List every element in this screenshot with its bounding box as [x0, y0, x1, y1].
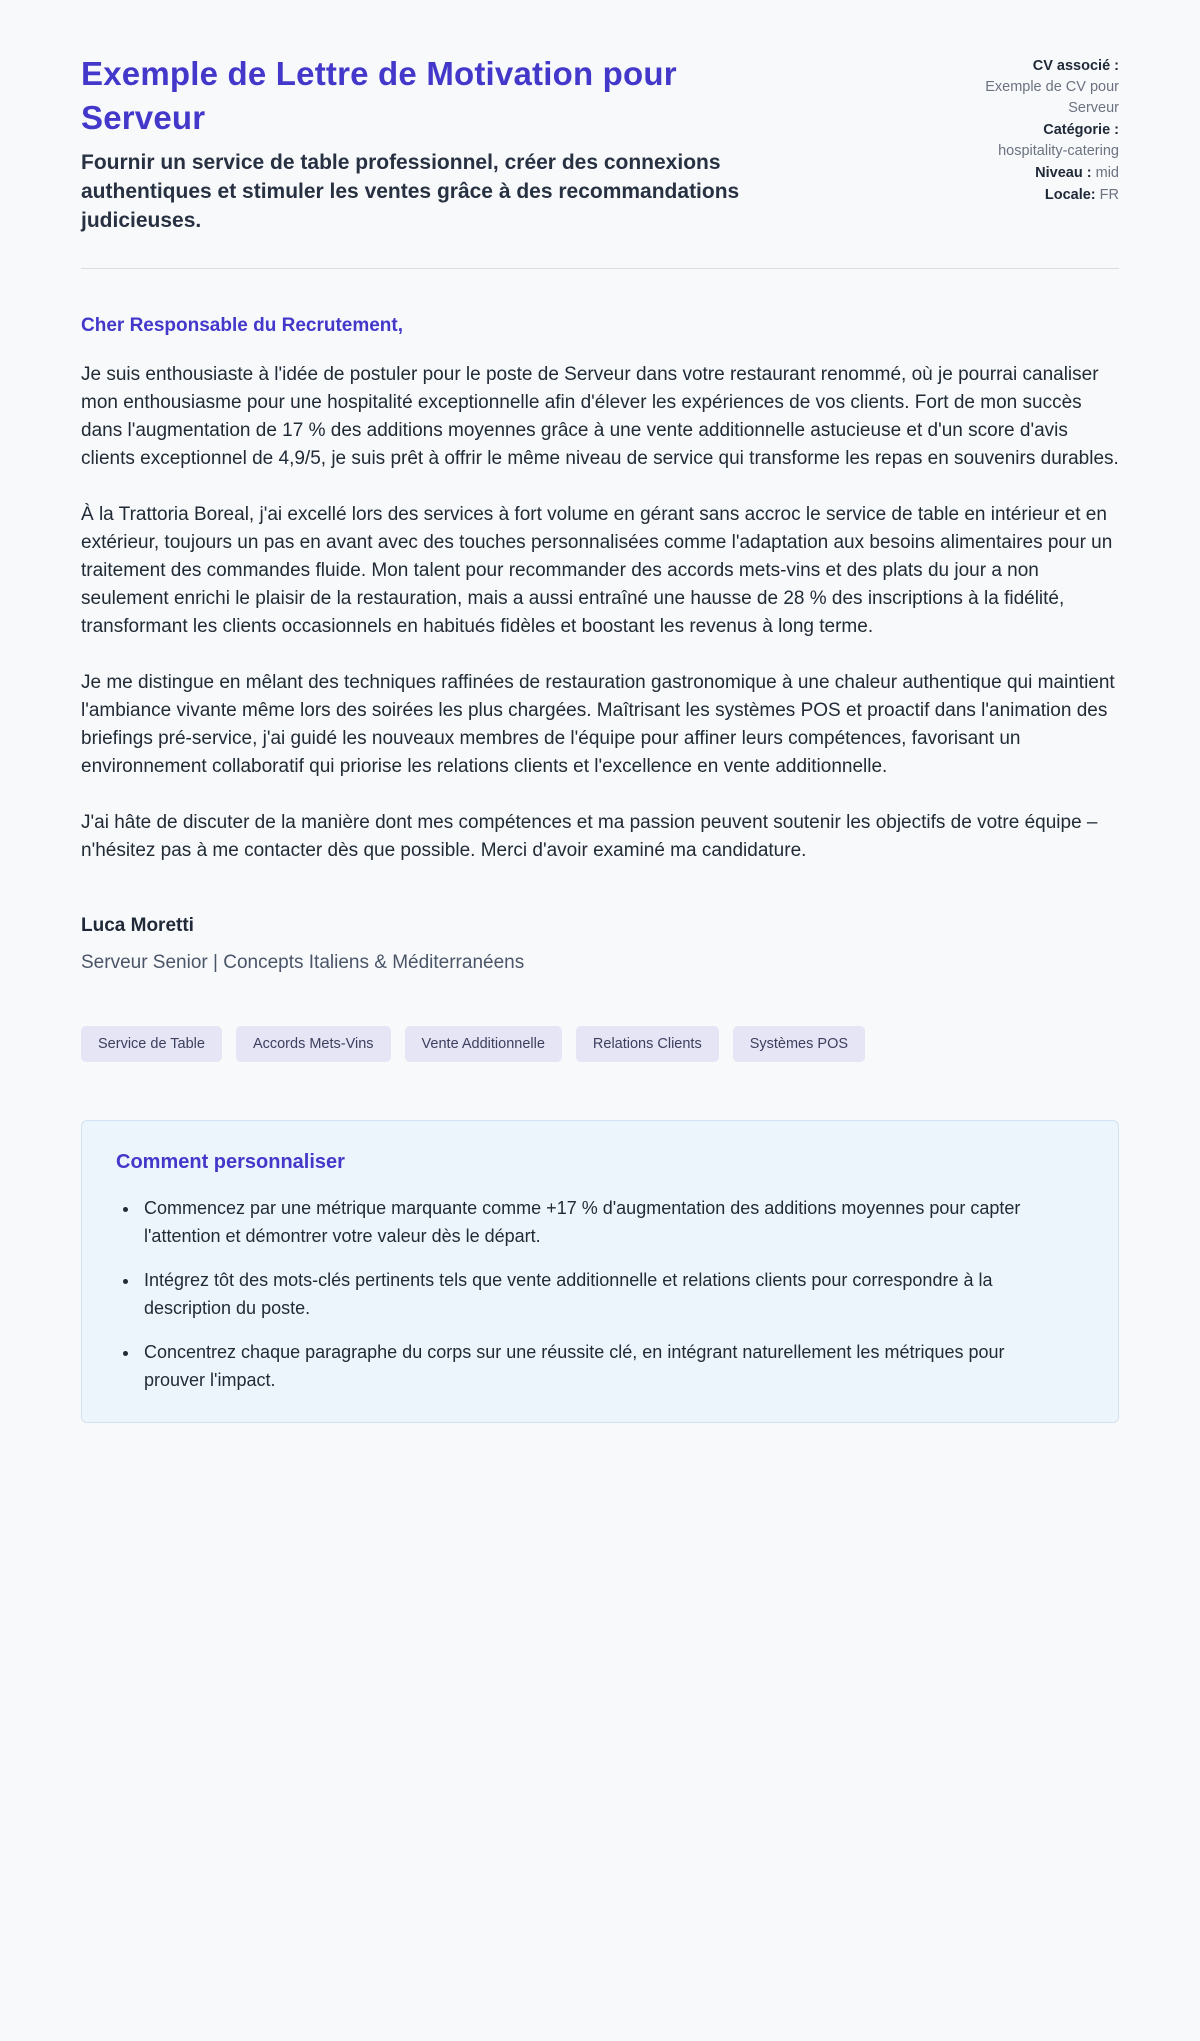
meta-panel: [981, 52, 1119, 207]
page-title: Exemple de Lettre de Motivation pour Serveur: [81, 55, 677, 136]
page-container: [81, 0, 1119, 1493]
meta-item-related-cv: [981, 56, 1119, 119]
header-text-block: [81, 52, 749, 236]
tag-pill[interactable]: Service de Table: [81, 1026, 222, 1062]
meta-label: Catégorie :: [1043, 122, 1119, 139]
tip-item: • Concentrez chaque paragraphe du corps sur une réussite clé, en intégrant naturellement les métriques pour prouver l'impact.: [140, 1338, 1046, 1394]
header-divider: [81, 268, 1119, 269]
tag-pill[interactable]: Relations Clients: [576, 1026, 719, 1062]
meta-value: FR: [1099, 187, 1119, 204]
meta-value: hospitality-catering: [998, 143, 1119, 160]
meta-item-locale: [981, 185, 1119, 206]
meta-item-category: [981, 120, 1119, 162]
meta-value: mid: [1095, 165, 1119, 182]
tips-box: [81, 1120, 1119, 1423]
tag-pill[interactable]: Vente Additionnelle: [405, 1026, 562, 1062]
meta-value: Exemple de CV pour Serveur: [985, 79, 1119, 117]
letter-paragraph: Je me distingue en mêlant des techniques raffinées de restauration gastronomique à une chaleur authentique qui maintient l'ambiance vivante même lors des soirées les plus chargées. Maîtrisant les systèmes POS et proactif dans l'animation des briefings pré-service, j'ai guidé les nouveaux membres de l'équipe pour affiner leurs compétences, favorisant un environnement collaboratif qui priorise les relations clients et l'excellence en vente additionnelle.: [81, 672, 1115, 777]
tag-pill[interactable]: Accords Mets-Vins: [236, 1026, 391, 1062]
meta-item-level: [981, 163, 1119, 184]
signature-role: Serveur Senior | Concepts Italiens & Méditerranéens: [81, 952, 525, 973]
letter-paragraph: À la Trattoria Boreal, j'ai excellé lors des services à fort volume en gérant sans accroc le service de table en intérieur et en extérieur, toujours un pas en avant avec des touches personnalisées comme l'adaptation aux besoins alimentaires pour un traitement des commandes fluide. Mon talent pour recommander des accords mets-vins et des plats du jour a non seulement enrichi le plaisir de la restauration, mais a aussi entraîné une hausse de 28 % des inscriptions à la fidélité, transformant les clients occasionnels en habitués fidèles et boostant les revenus à long terme.: [81, 504, 1113, 637]
letter-body: [81, 315, 1119, 974]
header: [81, 52, 1119, 236]
tips-list: [116, 1194, 1046, 1394]
meta-label: CV associé :: [1032, 58, 1119, 74]
tips-title: Comment personnaliser: [116, 1151, 345, 1173]
tip-item: • Intégrez tôt des mots-clés pertinents tels que vente additionnelle et relations clients pour correspondre à la description du poste.: [140, 1266, 1046, 1322]
tag-pill[interactable]: Systèmes POS: [733, 1026, 865, 1062]
tag-list: [81, 1026, 1119, 1062]
meta-label: Locale:: [1044, 187, 1096, 204]
letter-greeting: Cher Responsable du Recrutement,: [81, 315, 404, 336]
signature-name: Luca Moretti: [81, 915, 194, 936]
page-subtitle: Fournir un service de table professionnel, créer des connexions authentiques et stimuler les ventes grâce à des recommandations judicieuses.: [81, 151, 740, 233]
letter-paragraph: Je suis enthousiaste à l'idée de postuler pour le poste de Serveur dans votre restaurant renommé, où je pourrai canaliser mon enthousiasme pour une hospitalité exceptionnelle afin d'élever les expériences de vos clients. Fort de mon succès dans l'augmentation de 17 % des additions moyennes grâce à une vente additionnelle astucieuse et d'un score d'avis clients exceptionnel de 4,9/5, je suis prêt à offrir le même niveau de service qui transforme les repas en souvenirs durables.: [81, 364, 1119, 469]
letter-paragraph: J'ai hâte de discuter de la manière dont mes compétences et ma passion peuvent soutenir les objectifs de votre équipe – n'hésitez pas à me contacter dès que possible. Merci d'avoir examiné ma candidature.: [81, 812, 1098, 861]
meta-label: Niveau :: [1035, 165, 1092, 182]
signature-block: [81, 915, 1119, 974]
tip-item: • Commencez par une métrique marquante comme +17 % d'augmentation des additions moyennes pour capter l'attention et démontrer votre valeur dès le départ.: [140, 1194, 1046, 1250]
